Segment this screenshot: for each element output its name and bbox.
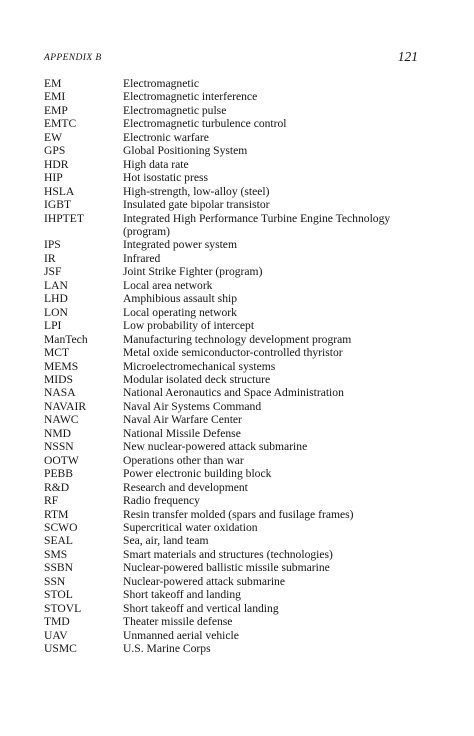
list-item — [44, 548, 424, 561]
list-item — [44, 427, 424, 440]
acronym-definition: Local area network — [123, 278, 213, 292]
acronym-term: STOL — [44, 588, 73, 602]
acronym-definition: Integrated power system — [123, 238, 237, 252]
acronym-definition: Short takeoff and vertical landing — [123, 601, 279, 615]
acronym-definition: National Missile Defense — [123, 426, 241, 440]
list-item — [44, 521, 424, 534]
list-item — [44, 400, 424, 413]
list-item — [44, 642, 424, 655]
list-item — [44, 77, 424, 90]
acronym-definition: Electromagnetic interference — [123, 90, 258, 104]
acronym-term: SMS — [44, 547, 68, 561]
acronym-term: EM — [44, 77, 62, 90]
acronym-definition: Research and development — [123, 480, 248, 494]
list-item — [44, 279, 424, 292]
acronym-definition: Nuclear-powered attack submarine — [123, 574, 286, 588]
acronym-term: LAN — [44, 278, 68, 292]
list-item — [44, 454, 424, 467]
acronym-term: IGBT — [44, 198, 72, 212]
acronym-definition: Electromagnetic turbulence control — [123, 117, 287, 131]
list-item — [44, 265, 424, 278]
acronym-definition: New nuclear-powered attack submarine — [123, 440, 308, 454]
list-item — [44, 104, 424, 117]
acronym-term: IPS — [44, 238, 61, 252]
list-item — [44, 575, 424, 588]
list-item — [44, 252, 424, 265]
list-item — [44, 198, 424, 211]
acronym-definition: Theater missile defense — [123, 615, 233, 629]
acronym-term: ManTech — [44, 332, 88, 346]
list-item — [44, 467, 424, 480]
acronym-definition: Insulated gate bipolar transistor — [123, 198, 270, 212]
list-item — [44, 131, 424, 144]
acronym-definition: Unmanned aerial vehicle — [123, 628, 239, 642]
acronym-definition: Electromagnetic pulse — [123, 103, 227, 117]
list-item — [44, 306, 424, 319]
list-item — [44, 629, 424, 642]
acronym-definition: U.S. Marine Corps — [123, 642, 211, 656]
list-item — [44, 588, 424, 601]
acronym-definition: Manufacturing technology development program — [123, 332, 352, 346]
acronym-definition: Local operating network — [123, 305, 237, 319]
list-item — [44, 413, 424, 426]
list-item — [44, 333, 424, 346]
acronym-definition: Integrated High Performance Turbine Engine Technology — [123, 211, 391, 225]
acronym-term: EMI — [44, 90, 66, 104]
list-item — [44, 158, 424, 171]
list-item — [44, 386, 424, 399]
list-item — [44, 292, 424, 305]
acronym-term — [44, 225, 123, 238]
list-item — [44, 90, 424, 103]
acronym-definition: Operations other than war — [123, 453, 244, 467]
acronym-term: TMD — [44, 615, 70, 629]
acronym-term: NASA — [44, 386, 76, 400]
acronym-definition: High-strength, low-alloy (steel) — [123, 184, 270, 198]
acronym-definition: Radio frequency — [123, 494, 200, 508]
acronym-term: LPI — [44, 319, 62, 333]
running-head: APPENDIX B — [44, 53, 102, 63]
list-item — [44, 440, 424, 453]
acronym-term: SSN — [44, 574, 66, 588]
list-item — [44, 481, 424, 494]
list-item — [44, 144, 424, 157]
acronym-term: SSBN — [44, 561, 74, 575]
acronym-term: NSSN — [44, 440, 74, 454]
acronym-definition: Joint Strike Fighter (program) — [123, 265, 263, 279]
acronym-definition: Modular isolated deck structure — [123, 372, 271, 386]
page-number: 121 — [397, 49, 418, 64]
acronym-term: LON — [44, 305, 68, 319]
list-item — [44, 212, 424, 225]
page-header — [44, 49, 418, 69]
acronym-definition: Naval Air Systems Command — [123, 399, 262, 413]
acronym-definition: Short takeoff and landing — [123, 588, 241, 602]
acronym-term: SEAL — [44, 534, 73, 548]
acronym-term: GPS — [44, 144, 66, 158]
acronym-term: SCWO — [44, 520, 78, 534]
acronym-term: MIDS — [44, 372, 73, 386]
acronym-definition: High data rate — [123, 157, 189, 171]
list-item — [44, 238, 424, 251]
acronym-term: HDR — [44, 157, 69, 171]
acronym-term: UAV — [44, 628, 68, 642]
acronym-definition: Infrared — [123, 251, 161, 265]
acronym-definition: Metal oxide semiconductor-controlled thyristor — [123, 346, 343, 360]
acronym-term: EMP — [44, 103, 68, 117]
acronym-list — [44, 77, 424, 655]
acronym-term: RTM — [44, 507, 69, 521]
acronym-definition: Resin transfer molded (spars and fusilage frames) — [123, 507, 354, 521]
acronym-definition: Amphibious assault ship — [123, 292, 238, 306]
acronym-term: PEBB — [44, 467, 73, 481]
acronym-term: NMD — [44, 426, 72, 440]
acronym-term: STOVL — [44, 601, 82, 615]
acronym-term: EMTC — [44, 117, 77, 131]
acronym-term: LHD — [44, 292, 68, 306]
acronym-definition: Nuclear-powered ballistic missile submarine — [123, 561, 330, 575]
list-item — [44, 561, 424, 574]
list-item — [44, 117, 424, 130]
acronym-term: MEMS — [44, 359, 79, 373]
acronym-definition: Naval Air Warfare Center — [123, 413, 242, 427]
acronym-definition: Sea, air, land team — [123, 534, 209, 548]
list-item — [44, 360, 424, 373]
acronym-term: MCT — [44, 346, 70, 360]
list-item — [44, 615, 424, 628]
list-item — [44, 534, 424, 547]
acronym-definition: Supercritical water oxidation — [123, 520, 258, 534]
acronym-term: IHPTET — [44, 211, 84, 225]
acronym-definition: National Aeronautics and Space Administration — [123, 386, 344, 400]
acronym-term: JSF — [44, 265, 62, 279]
list-item — [44, 602, 424, 615]
acronym-term: NAWC — [44, 413, 79, 427]
acronym-definition: (program) — [123, 224, 170, 238]
acronym-definition: Electronic warfare — [123, 130, 209, 144]
acronym-term: OOTW — [44, 453, 79, 467]
acronym-definition: Smart materials and structures (technologies) — [123, 547, 333, 561]
acronym-term: HSLA — [44, 184, 75, 198]
list-item — [44, 319, 424, 332]
acronym-term: RF — [44, 494, 59, 508]
acronym-term: NAVAIR — [44, 399, 87, 413]
acronym-definition: Low probability of intercept — [123, 319, 255, 333]
list-item — [44, 225, 424, 238]
list-item — [44, 508, 424, 521]
list-item — [44, 185, 424, 198]
acronym-term: EW — [44, 130, 63, 144]
acronym-definition: Microelectromechanical systems — [123, 359, 276, 373]
acronym-term: IR — [44, 251, 56, 265]
acronym-definition: Electromagnetic — [123, 77, 199, 90]
list-item — [44, 346, 424, 359]
acronym-term: R&D — [44, 480, 70, 494]
list-item — [44, 494, 424, 507]
acronym-definition: Power electronic building block — [123, 467, 272, 481]
acronym-term: HIP — [44, 171, 63, 185]
acronym-term: USMC — [44, 642, 77, 656]
acronym-definition: Hot isostatic press — [123, 171, 209, 185]
list-item — [44, 171, 424, 184]
acronym-definition: Global Positioning System — [123, 144, 248, 158]
list-item — [44, 373, 424, 386]
